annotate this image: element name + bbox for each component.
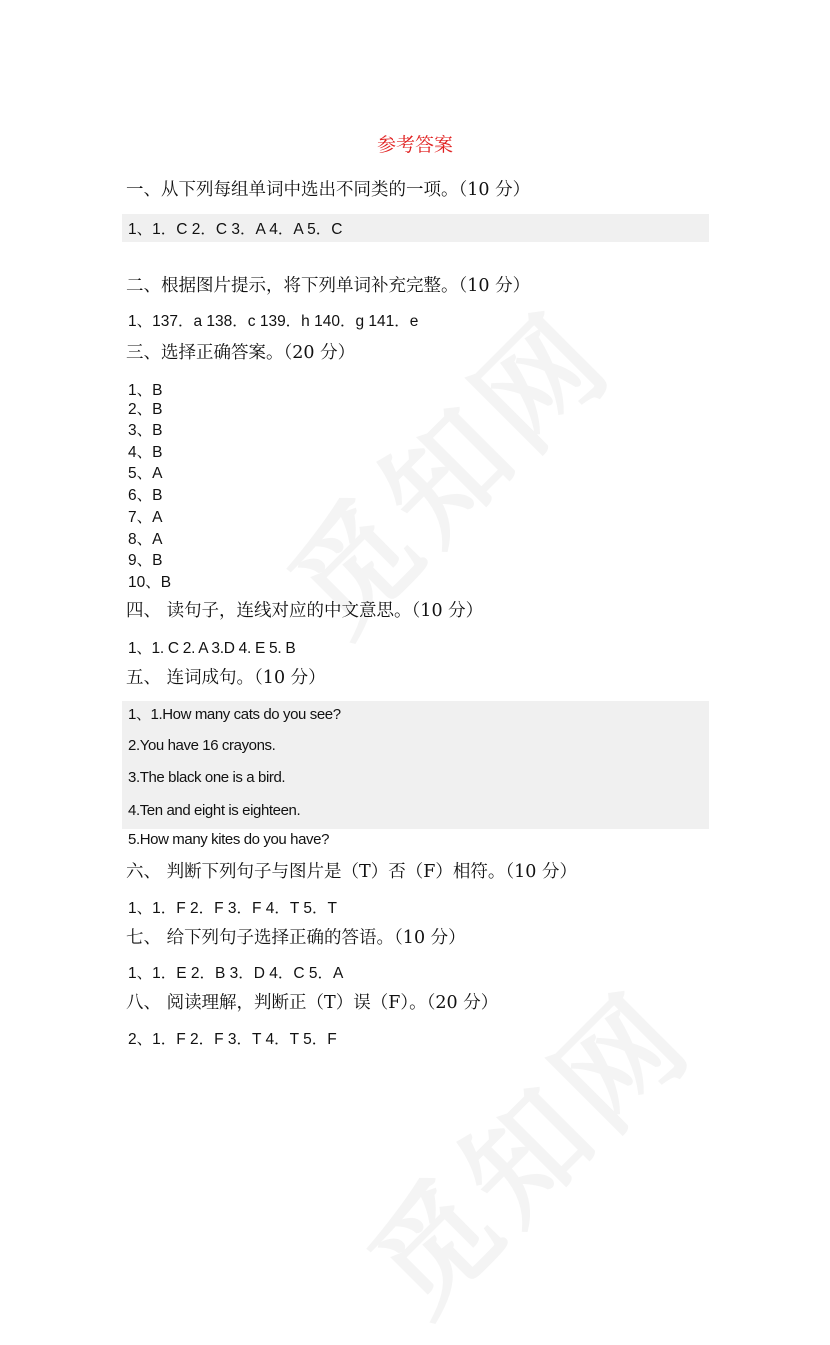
answer-line: 1、1. C 2. A 3.D 4. E 5. B	[128, 640, 296, 657]
answer-line: 5.How many kites do you have?	[128, 831, 330, 848]
answer-line: 5、A	[128, 465, 163, 482]
answer-line: 6、B	[128, 487, 163, 504]
section-heading: 二、根据图片提示，将下列单词补充完整。（10 分）	[126, 276, 531, 296]
answer-line: 4.Ten and eight is eighteen.	[128, 802, 301, 819]
answer-line: 3、B	[128, 422, 163, 439]
page-title: 参考答案	[376, 134, 453, 156]
answer-line: 1、1．C 2．C 3．A 4．A 5．C	[128, 221, 343, 238]
section-heading: 五、 连词成句。（10 分）	[126, 668, 326, 688]
answer-line: 1、1．E 2．B 3．D 4．C 5．A	[128, 965, 344, 982]
section-heading: 六、 判断下列句子与图片是（T）否（F）相符。（10 分）	[126, 862, 577, 882]
answer-line: 7、A	[128, 509, 163, 526]
answer-line: 1、137．a 138．c 139．h 140．g 141．e	[128, 313, 419, 330]
answer-line: 2.You have 16 crayons.	[128, 737, 276, 754]
answer-line: 1、B	[128, 382, 163, 399]
section-heading: 七、 给下列句子选择正确的答语。（10 分）	[126, 928, 466, 948]
answer-line: 1、1.How many cats do you see?	[128, 706, 341, 723]
section-heading: 一、从下列每组单词中选出不同类的一项。（10 分）	[126, 180, 531, 200]
answer-line: 8、A	[128, 531, 163, 548]
answer-line: 10、B	[128, 574, 172, 591]
answer-line: 9、B	[128, 552, 163, 569]
answer-line: 3.The black one is a bird.	[128, 769, 286, 786]
answer-line: 2、1．F 2．F 3．T 4．T 5．F	[128, 1031, 337, 1048]
section-heading: 三、选择正确答案。（20 分）	[126, 343, 356, 363]
answer-line: 2、B	[128, 401, 163, 418]
section-heading: 四、 读句子，连线对应的中文意思。（10 分）	[126, 601, 484, 621]
section-heading: 八、 阅读理解，判断正（T）误（F）。（20 分）	[126, 993, 499, 1013]
answer-line: 4、B	[128, 444, 163, 461]
answer-line: 1、1．F 2．F 3．F 4．T 5．T	[128, 900, 338, 917]
